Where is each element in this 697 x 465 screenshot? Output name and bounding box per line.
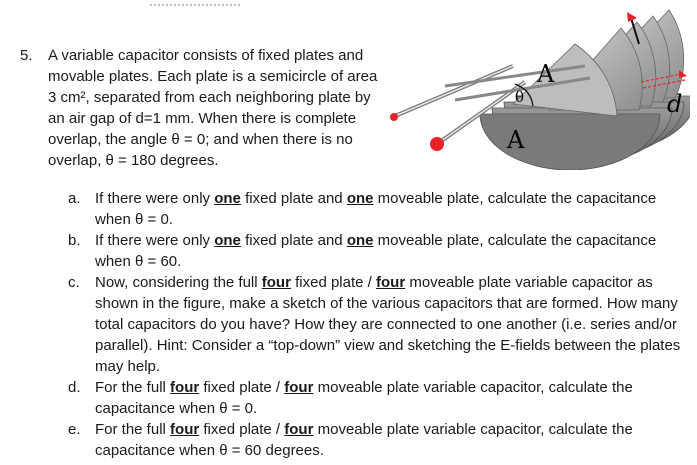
label-theta: θ: [515, 88, 525, 106]
sub-question-label: a.: [68, 190, 81, 207]
sub-question-c: [68, 272, 683, 377]
sub-question-text: If there were only one fixed plate and one moveable plate, calculate the capacitance when θ = 0.: [95, 190, 657, 228]
sub-question-text: Now, considering the full four fixed plate / four moveable plate variable capacitor as shown in the figure, make a sketch of the various capacitors that are formed. How many total capacitors do you have? How they are connected to one another (i.e. series and/or parallel). Hint: Consider a “top-down” view and sketching the E-fields between the plates may help.: [95, 274, 681, 375]
sub-question-list: [68, 188, 683, 461]
sub-question-label: b.: [68, 232, 81, 249]
sub-question-label: c.: [68, 274, 80, 291]
sub-question-label: d.: [68, 379, 81, 396]
sub-question-a: [68, 188, 683, 230]
label-d: d: [667, 90, 683, 118]
label-A-top: A: [537, 60, 555, 88]
sub-question-d: [68, 377, 683, 419]
question-text: A variable capacitor consists of fixed plates and movable plates. Each plate is a semicircle of area 3 cm², separated from each neighboring plate by an air gap of d=1 mm. When there is complete overlap, the angle θ = 0; and when there is no overlap, θ = 180 degrees.: [48, 47, 378, 169]
question-number: 5.: [20, 47, 33, 64]
sub-question-b: [68, 230, 683, 272]
shaft-end-large: [430, 137, 444, 151]
sub-question-text: For the full four fixed plate / four moveable plate variable capacitor, calculate the capacitance when θ = 60 degrees.: [95, 421, 633, 459]
label-A-bottom: A: [507, 126, 525, 154]
sub-question-text: If there were only one fixed plate and one moveable plate, calculate the capacitance when θ = 60.: [95, 232, 657, 270]
sub-question-text: For the full four fixed plate / four moveable plate variable capacitor, calculate the capacitance when θ = 0.: [95, 379, 633, 417]
cropped-text-remnant: [150, 0, 240, 6]
shaft-end-small: [390, 113, 398, 121]
sub-question-e: [68, 419, 683, 461]
variable-capacitor-figure: [385, 4, 690, 170]
sub-question-label: e.: [68, 421, 81, 438]
